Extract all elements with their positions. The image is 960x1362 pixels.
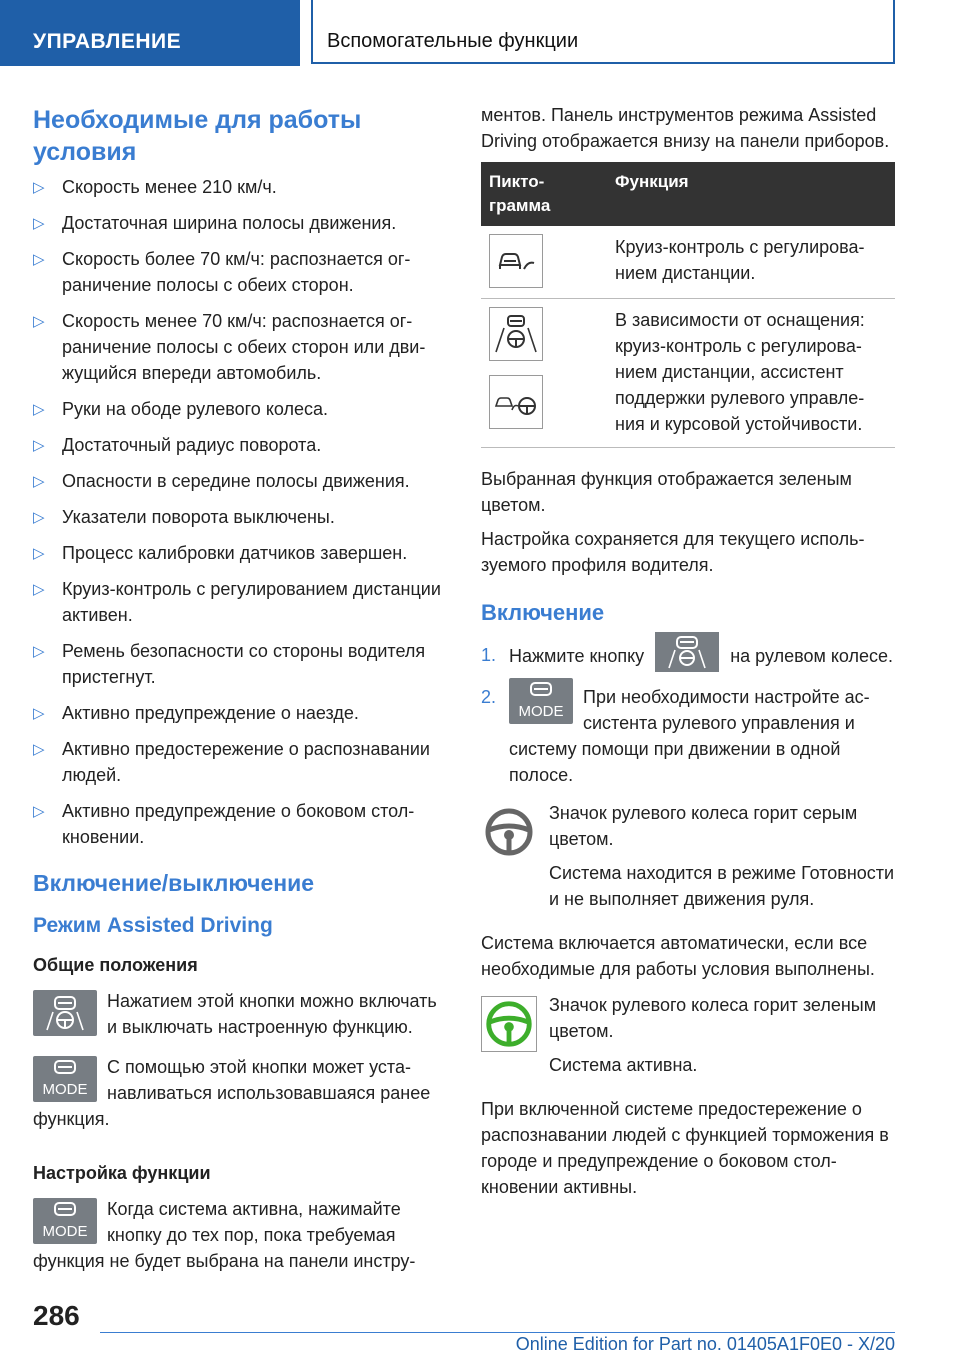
list-item [481,684,895,788]
assist-button-icon [33,990,97,1036]
green-wheel-paragraph [481,992,895,1086]
acc-steering-icon [489,375,543,429]
list-item [33,210,445,236]
mode-button-icon [33,1056,97,1102]
right-column [481,102,895,1208]
list-item [33,432,445,458]
gray-text-1: Значок рулевого колеса горит серым цветом. [549,803,858,849]
triangle-bullet-icon: ▷ [33,705,45,722]
triangle-bullet-icon: ▷ [33,179,45,196]
step2-text: При необходимости настройте ассистента рулевого управления и систему помощи при движении в одной полосе. [509,687,870,785]
steering-assist-icon [489,307,543,361]
pictogram-table [481,162,895,448]
general-heading: Общие положения [33,955,198,975]
table-cell-pictogram [481,226,607,299]
list-item [33,308,445,386]
gray-wheel-paragraph [481,800,895,920]
acc-distance-icon [489,234,543,288]
final-paragraph: При включенной системе предостережение о распознавании людей с функцией торможения в городе и предупреждение о боковом столкновении активны. [481,1099,889,1197]
setup-paragraph [33,1196,445,1274]
table-row [481,226,895,299]
table-header-row [481,162,895,226]
triangle-bullet-icon: ▷ [33,803,45,820]
condition-text: Опасности в середине полосы движения. [62,471,410,491]
triangle-bullet-icon: ▷ [33,437,45,454]
step1-text-b: на рулевом колесе. [730,645,894,666]
general-paragraph-1 [33,988,445,1040]
list-item [33,576,445,628]
green-text-1: Значок рулевого колеса горит зеленым цветом. [549,995,877,1041]
table-cell-function: Круиз-контроль с регулированием дистанции. [607,226,895,299]
footer-divider [100,1332,895,1333]
mode-heading: Режим Assisted Driving [33,914,273,937]
list-item [33,638,445,690]
onoff-heading: Включение/выключение [33,870,315,896]
table-row [481,299,895,448]
list-item [33,504,445,530]
mode-button-label: MODE [518,703,564,720]
triangle-bullet-icon: ▷ [33,251,45,268]
triangle-bullet-icon: ▷ [33,313,45,330]
list-item [33,736,445,788]
condition-text: Процесс калибровки датчиков завершен. [62,543,408,563]
list-item [33,396,445,422]
intro-paragraph: ментов. Панель инструментов режима Assisted Driving отображается внизу на панели приборов. [481,105,890,151]
step1-text-a: Нажмите кнопку [509,645,645,666]
list-item [33,174,445,200]
condition-text: Достаточная ширина полосы движения. [62,213,397,233]
condition-text: Руки на ободе рулевого колеса. [62,399,329,419]
condition-text: Активно предупреждение о боковом столкновении. [62,801,415,847]
list-item [33,798,445,850]
triangle-bullet-icon: ▷ [33,401,45,418]
triangle-bullet-icon: ▷ [33,741,45,758]
table-cell-function: В зависимости от оснащения: круиз-контроль с регулированием дистанции, ассистент поддержки рулевого управления и курсовой устойчивости. [607,299,895,448]
list-item [33,540,445,566]
footer-edition: Online Edition for Part no. 01405A1F0E0 - X/20 [515,1334,895,1354]
saved-paragraph: Настройка сохраняется для текущего используемого профиля водителя. [481,529,865,575]
condition-text: Достаточный радиус поворота. [62,435,322,455]
triangle-bullet-icon: ▷ [33,643,45,660]
assist-button-icon [655,632,719,672]
setup-heading: Настройка функции [33,1163,211,1183]
header-section-tab [0,0,300,66]
condition-text: Круиз-контроль с регулированием дистанции активен. [62,579,441,625]
condition-text: Указатели поворота выключены. [62,507,335,527]
table-cell-pictogram [481,299,607,448]
general-text-1: Нажатием этой кнопки можно включать и выключать настроенную функцию. [107,991,437,1037]
list-item [33,246,445,298]
condition-text: Скорость менее 210 км/ч. [62,177,277,197]
header-chapter-tab [311,0,895,64]
general-text-2: С помощью этой кнопки может устанавливаться использовавшаяся ранее функция. [33,1057,431,1129]
triangle-bullet-icon: ▷ [33,545,45,562]
list-item [33,468,445,494]
steering-wheel-gray-icon [481,804,537,860]
step-number: 1. [481,645,497,665]
green-text-2: Система активна. [549,1055,698,1075]
table-header-function: Функция [607,162,895,226]
mode-button-icon [33,1198,97,1244]
setup-text: Когда система активна, нажимайте кнопку до тех пор, пока требуемая функция не будет выбрана на панели инстру- [33,1199,416,1271]
enable-steps [481,642,895,788]
general-paragraph-2 [33,1054,445,1132]
triangle-bullet-icon: ▷ [33,215,45,232]
green-paragraph: Выбранная функция отображается зеленым цветом. [481,469,852,515]
condition-text: Ремень безопасности со стороны водителя пристегнут. [62,641,426,687]
condition-text: Активно предупреждение о наезде. [62,703,359,723]
auto-paragraph: Система включается автоматически, если все необходимые для работы условия выполнены. [481,933,875,979]
triangle-bullet-icon: ▷ [33,509,45,526]
mode-button-label: MODE [42,1223,88,1240]
conditions-list [33,174,445,850]
left-column [33,104,445,1284]
table-header-pictogram: Пиктограмма [481,162,607,226]
condition-text: Скорость более 70 км/ч: распознается ограничение полосы с обеих сторон. [62,249,411,295]
list-item [33,700,445,726]
mode-button-label: MODE [42,1081,88,1098]
condition-text: Активно предостережение о распознавании людей. [62,739,430,785]
conditions-heading: Необходимые для работы условия [33,106,362,166]
header-section-title: УПРАВЛЕНИЕ [33,30,182,53]
list-item [481,642,895,672]
condition-text: Скорость менее 70 км/ч: распознается ограничение полосы с обеих сторон или движущийся впереди автомобиль. [62,311,426,383]
triangle-bullet-icon: ▷ [33,473,45,490]
mode-button-icon [509,678,573,724]
step-number: 2. [481,687,497,707]
steering-wheel-green-icon [481,996,537,1052]
header-chapter-title: Вспомогательные функции [327,30,579,52]
enable-heading: Включение [481,600,605,625]
page-number: 286 [33,1300,80,1331]
gray-text-2: Система находится в режиме Готовности и не выполняет движения руля. [549,863,895,909]
triangle-bullet-icon: ▷ [33,581,45,598]
